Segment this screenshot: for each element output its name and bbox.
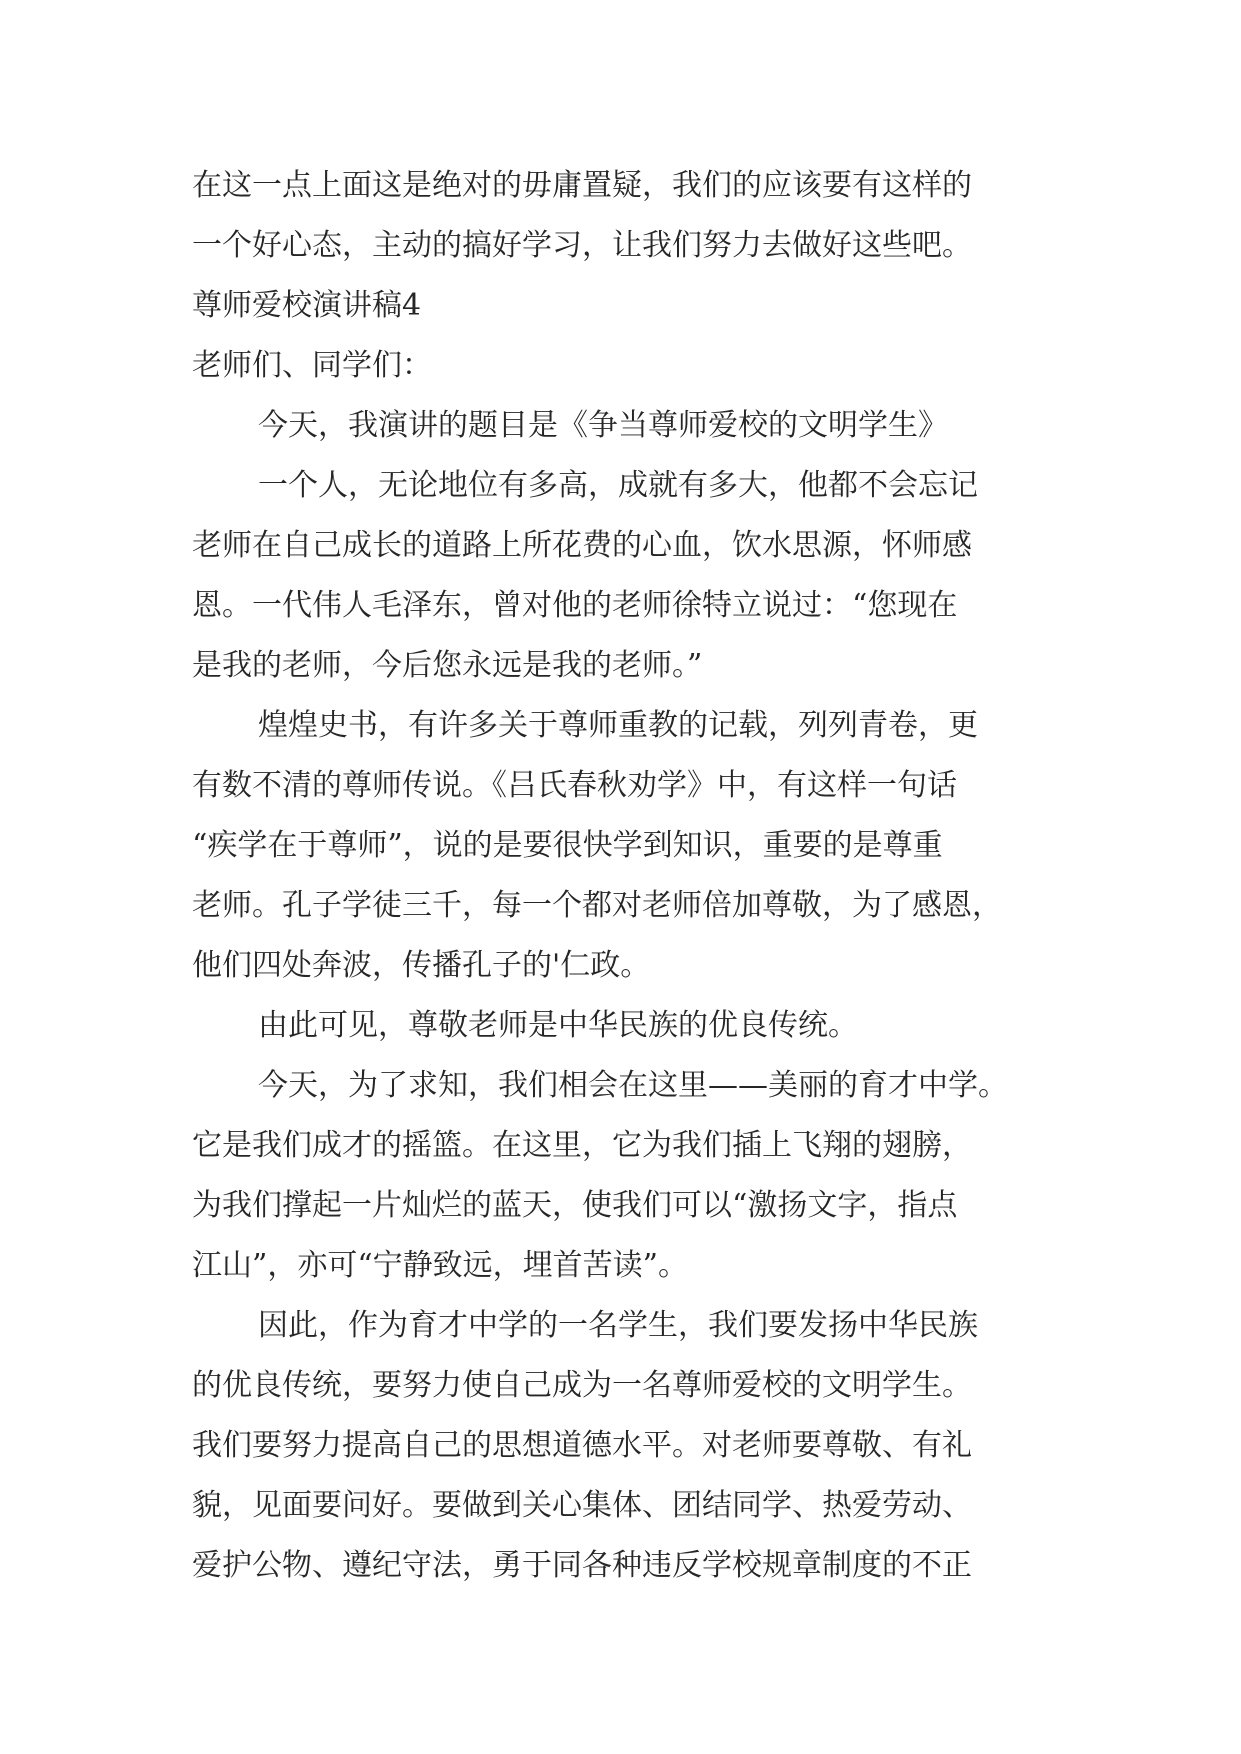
paragraph-line: “疾学在于尊师”，说的是要很快学到知识，重要的是尊重 (192, 828, 943, 863)
paragraph-line: 煌煌史书，有许多关于尊师重教的记载，列列青卷，更 (258, 708, 978, 743)
section-heading: 尊师爱校演讲稿4 (192, 288, 422, 323)
paragraph-line: 恩。一代伟人毛泽东，曾对他的老师徐特立说过：“您现在 (192, 588, 958, 623)
paragraph-line: 他们四处奔波，传播孔子的'仁政。 (192, 948, 651, 983)
paragraph-line: 为我们撑起一片灿烂的蓝天，使我们可以“激扬文字，指点 (192, 1188, 958, 1223)
paragraph-line: 因此，作为育才中学的一名学生，我们要发扬中华民族 (258, 1308, 978, 1343)
paragraph-line: 今天，为了求知，我们相会在这里——美丽的育才中学。 (258, 1068, 1008, 1103)
paragraph-line: 的优良传统，要努力使自己成为一名尊师爱校的文明学生。 (192, 1368, 972, 1403)
paragraph-line: 在这一点上面这是绝对的毋庸置疑，我们的应该要有这样的 (192, 168, 972, 203)
paragraph-line: 貌，见面要问好。要做到关心集体、团结同学、热爱劳动、 (192, 1488, 972, 1523)
paragraph-line: 我们要努力提高自己的思想道德水平。对老师要尊敬、有礼 (192, 1428, 972, 1463)
paragraph-line: 老师在自己成长的道路上所花费的心血，饮水思源，怀师感 (192, 528, 972, 563)
paragraph-line: 它是我们成才的摇篮。在这里，它为我们插上飞翔的翅膀， (192, 1128, 972, 1163)
paragraph-line: 由此可见，尊敬老师是中华民族的优良传统。 (258, 1008, 858, 1043)
paragraph-line: 一个人，无论地位有多高，成就有多大，他都不会忘记 (258, 468, 978, 503)
paragraph-line: 老师。孔子学徒三千，每一个都对老师倍加尊敬，为了感恩， (192, 888, 1002, 923)
paragraph-line: 今天，我演讲的题目是《争当尊师爱校的文明学生》 (258, 408, 948, 443)
paragraph-line: 是我的老师，今后您永远是我的老师。” (192, 648, 703, 683)
paragraph-line: 江山”，亦可“宁静致远，埋首苦读”。 (192, 1248, 689, 1283)
paragraph-line: 有数不清的尊师传说。《吕氏春秋劝学》中，有这样一句话 (192, 768, 957, 803)
paragraph-line: 一个好心态，主动的搞好学习，让我们努力去做好这些吧。 (192, 228, 972, 263)
salutation-line: 老师们、同学们： (192, 348, 432, 383)
paragraph-line: 爱护公物、遵纪守法，勇于同各种违反学校规章制度的不正 (192, 1548, 972, 1583)
